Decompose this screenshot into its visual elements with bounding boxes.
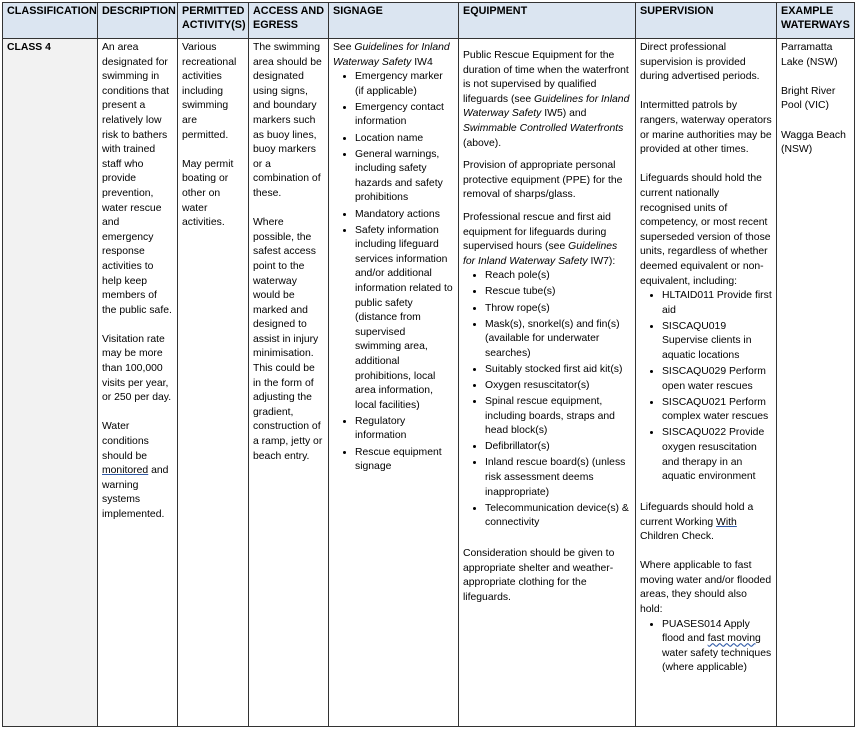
list-item: • General warnings, including safety hazards and safety prohibitions	[355, 148, 454, 206]
classification-cell: CLASS 4	[3, 39, 98, 727]
list-item: • Suitably stocked first aid kit(s)	[485, 363, 631, 378]
header-classification: CLASSIFICATION	[3, 3, 98, 39]
equipment-paragraph: Consideration should be given to appropriate shelter and weather-appropriate clothing for the lifeguards.	[463, 548, 615, 603]
waterways-cell	[777, 39, 855, 727]
list-item: • SISCAQU021 Perform complex water rescues	[662, 396, 772, 425]
text-fragment: Water conditions should be	[102, 421, 149, 462]
equipment-paragraph	[463, 49, 631, 151]
list-item: • Safety information including lifeguard services information and/or additional information related to public safety (distance from supervised swimming area, additional prohibitions, local area information, local facilities)	[355, 224, 454, 414]
list-item: • Rescue equipment signage	[355, 446, 454, 475]
list-item: • Reach pole(s)	[485, 269, 631, 284]
list-item: • Regulatory information	[355, 415, 454, 444]
header-supervision: SUPERVISION	[636, 3, 777, 39]
list-item	[662, 618, 772, 676]
list-item: • SISCAQU022 Provide oxygen resuscitation and therapy in an aquatic environment	[662, 426, 772, 484]
equipment-paragraph: Provision of appropriate personal protective equipment (PPE) for the removal of sharps/glass.	[463, 160, 623, 201]
text-fragment: IW7):	[587, 255, 616, 267]
classification-table	[2, 2, 855, 727]
list-item: • HLTAID011 Provide first aid	[662, 289, 772, 318]
signage-list	[333, 70, 454, 475]
equipment-paragraph	[463, 211, 631, 269]
equipment-list	[463, 269, 631, 531]
list-item: • Emergency marker (if applicable)	[355, 70, 454, 99]
text-fragment: Public Rescue Equipment for the duration of time when the waterfront is not supervised by qualified lifeguards (see	[463, 50, 629, 105]
waterway-name: Bright River Pool (VIC)	[781, 85, 836, 112]
list-item: • Defibrillator(s)	[485, 440, 631, 455]
description-cell	[98, 39, 178, 727]
header-access-egress: ACCESS AND EGRESS	[249, 3, 329, 39]
text-fragment: IW5) and	[541, 108, 587, 120]
supervision-cell	[636, 39, 777, 727]
supervision-paragraph: Lifeguards should hold the current nationally recognised units of competency, or most recent superseded version of those units, regardless of whether deemed equivalent or non-equivalent, including:	[640, 173, 771, 287]
guideline-title: Swimmable Controlled Waterfronts	[463, 122, 624, 134]
flood-list	[640, 618, 772, 676]
supervision-paragraph: Direct professional supervision is provided during advertised periods.	[640, 42, 760, 83]
list-item: • Mandatory actions	[355, 208, 454, 223]
waterway-name: Wagga Beach (NSW)	[781, 129, 846, 156]
header-permitted-activity: PERMITTED ACTIVITY(S)	[178, 3, 249, 39]
access-paragraph: The swimming area should be designated using signs, and boundary markers such as buoy lines, buoy markers or a combination of these.	[253, 42, 322, 199]
text-fragment: Lifeguards should hold a current Working	[640, 501, 754, 528]
list-item: • Mask(s), snorkel(s) and fin(s) (available for underwater searches)	[485, 318, 631, 362]
with-link-text: With	[716, 516, 737, 528]
text-fragment: Professional rescue and first aid equipment for lifeguards during supervised hours (see	[463, 211, 611, 253]
guideline-title: Guidelines for Inland Waterway Safety	[463, 241, 618, 267]
text-fragment: (above).	[463, 137, 502, 149]
text-fragment: water safety techniques (where applicable)	[662, 647, 772, 674]
access-paragraph: Where possible, the safest access point to the waterway would be marked and designed to assist in injury minimisation. This could be in the form of adjusting the gradient, construction of a ramp, jetty or beach entry.	[253, 217, 323, 462]
list-item: • Throw rope(s)	[485, 302, 631, 317]
list-item: • Oxygen resuscitator(s)	[485, 379, 631, 394]
monitored-link-text: monitored	[102, 465, 149, 477]
list-item: • Telecommunication device(s) & connectivity	[485, 502, 631, 531]
supervision-paragraph: Where applicable to fast moving water and/or flooded areas, they should also hold:	[640, 560, 772, 616]
guideline-title: Guidelines for Inland Waterway Safety	[463, 93, 630, 120]
header-signage: SIGNAGE	[329, 3, 459, 39]
text-fragment: Children Check.	[640, 531, 714, 543]
header-description: DESCRIPTION	[98, 3, 178, 39]
description-paragraph: Visitation rate may be more than 100,000 visits per year, or 250 per day.	[102, 333, 172, 404]
list-item: • Location name	[355, 132, 454, 147]
list-item: • Spinal rescue equipment, including boards, straps and head block(s)	[485, 395, 631, 439]
table-row	[3, 39, 855, 727]
signage-cell	[329, 39, 459, 727]
description-paragraph	[102, 420, 173, 522]
supervision-paragraph: Intermitted patrols by rangers, waterway operators or marine authorities may be provided at other times.	[640, 100, 772, 156]
text-fragment: and warning systems implemented.	[102, 465, 169, 520]
activity-cell	[178, 39, 249, 727]
list-item: • Emergency contact information	[355, 101, 454, 130]
header-example-waterways: EXAMPLE WATERWAYS	[777, 3, 855, 39]
access-cell	[249, 39, 329, 727]
activity-paragraph: May permit boating or other on water activities.	[182, 158, 234, 229]
list-item: • Rescue tube(s)	[485, 285, 631, 300]
text-fragment: See	[333, 42, 355, 53]
supervision-paragraph	[640, 501, 772, 545]
text-fragment: PUASES014 Apply flood and	[662, 618, 750, 645]
activity-paragraph: Various recreational activities including swimming are permitted.	[182, 42, 237, 141]
competency-list	[640, 289, 772, 485]
list-item: • SISCAQU029 Perform open water rescues	[662, 365, 772, 394]
signage-intro	[333, 41, 454, 70]
text-fragment: IW4	[411, 56, 433, 68]
header-row	[3, 3, 855, 39]
list-item: • Inland rescue board(s) (unless risk assessment deems inappropriate)	[485, 456, 631, 500]
description-paragraph: An area designated for swimming in conditions that present a relatively low risk to bathers with trained staff who provide prevention, water rescue and emergency response activities to help keep members of the public safe.	[102, 42, 172, 316]
fast-moving-text: fast moving	[707, 633, 761, 645]
equipment-cell	[459, 39, 636, 727]
list-item: • SISCAQU019 Supervise clients in aquatic locations	[662, 320, 772, 364]
guideline-title: Guidelines for Inland Waterway Safety	[333, 42, 450, 68]
header-equipment: EQUIPMENT	[459, 3, 636, 39]
waterway-name: Parramatta Lake (NSW)	[781, 42, 838, 68]
